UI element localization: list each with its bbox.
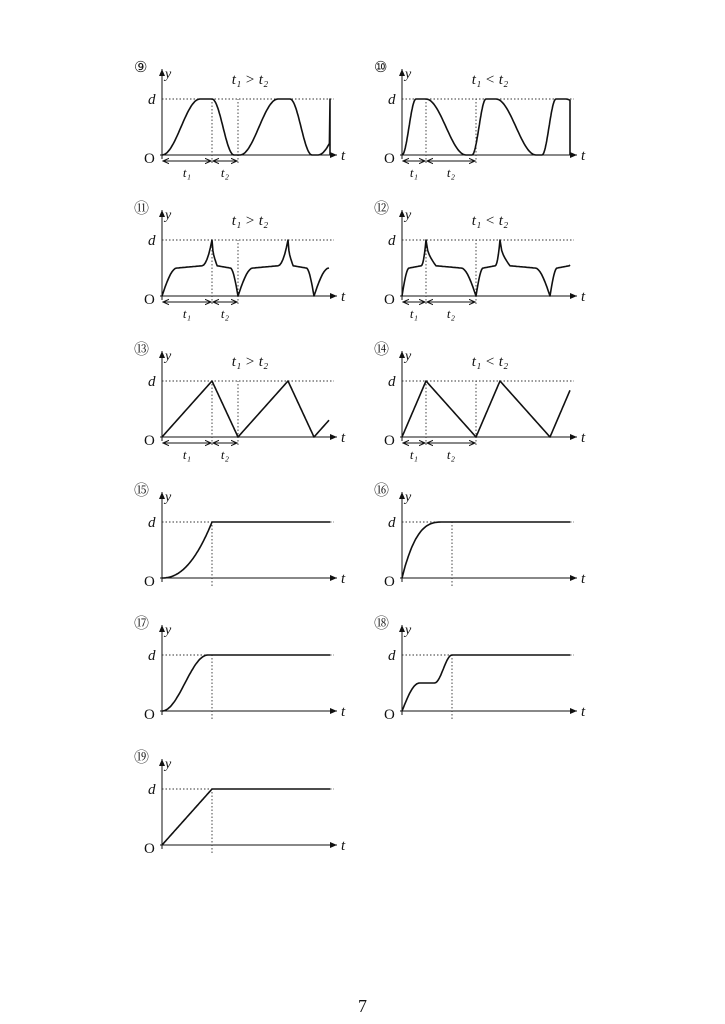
level-d-label: d	[388, 648, 396, 664]
y-axis-label: y	[405, 67, 412, 82]
t-axis-label: t	[341, 430, 346, 446]
level-d-label: d	[148, 233, 156, 249]
displacement-curve	[402, 240, 570, 296]
interval-t2-label: t₂	[220, 447, 230, 462]
panel-13	[134, 341, 346, 462]
panel-number: ⑬	[134, 342, 150, 358]
level-d-label: d	[148, 648, 156, 664]
panel-number: ⑯	[374, 483, 390, 499]
panel-number: ⑮	[134, 483, 150, 499]
panel-18	[374, 615, 586, 723]
panel-19	[134, 749, 346, 857]
displacement-curve	[162, 655, 330, 711]
panel-11	[134, 200, 346, 321]
y-axis-label: y	[165, 623, 172, 638]
y-axis-label: y	[405, 349, 412, 364]
level-d-label: d	[388, 233, 396, 249]
origin-label: O	[384, 151, 395, 167]
displacement-curve	[402, 522, 570, 578]
panel-number: ⑰	[134, 616, 150, 632]
y-axis-label: y	[405, 623, 412, 638]
y-axis-label: y	[165, 67, 172, 82]
level-d-label: d	[148, 782, 156, 798]
condition-label: t₁ < t₂	[471, 213, 509, 229]
interval-t2-label: t₂	[446, 165, 456, 180]
interval-t1-label: t₁	[409, 306, 419, 321]
panel-number: ⑲	[134, 750, 150, 766]
panel-16	[374, 482, 586, 590]
panel-9	[134, 60, 346, 180]
page-number: 7	[358, 996, 367, 1016]
origin-label: O	[384, 707, 395, 723]
panel-number: ⑨	[134, 60, 148, 76]
level-d-label: d	[388, 374, 396, 390]
y-axis-label: y	[165, 208, 172, 223]
displacement-curve	[402, 655, 570, 711]
interval-t1-label: t₁	[182, 306, 192, 321]
level-d-label: d	[148, 374, 156, 390]
t-axis-label: t	[341, 704, 346, 720]
panel-number: ⑪	[134, 201, 150, 217]
interval-t1-label: t₁	[182, 447, 192, 462]
t-axis-label: t	[341, 838, 346, 854]
interval-t1-label: t₁	[409, 165, 419, 180]
condition-label: t₁ < t₂	[471, 72, 509, 88]
level-d-label: d	[148, 92, 156, 108]
y-axis-label: y	[405, 490, 412, 505]
displacement-curve	[402, 381, 570, 437]
displacement-curve	[162, 789, 330, 845]
panel-15	[134, 482, 346, 590]
origin-label: O	[144, 292, 155, 308]
interval-t2-label: t₂	[220, 306, 230, 321]
origin-label: O	[144, 574, 155, 590]
interval-t1-label: t₁	[182, 165, 192, 180]
panel-17	[134, 615, 346, 723]
interval-t2-label: t₂	[220, 165, 230, 180]
displacement-curve	[162, 381, 329, 437]
panel-number: ⑩	[374, 60, 388, 76]
t-axis-label: t	[581, 148, 586, 164]
y-axis-label: y	[165, 757, 172, 772]
level-d-label: d	[388, 92, 396, 108]
origin-label: O	[144, 151, 155, 167]
level-d-label: d	[388, 515, 396, 531]
y-axis-label: y	[165, 490, 172, 505]
panel-number: ⑭	[374, 342, 390, 358]
condition-label: t₁ > t₂	[231, 213, 269, 229]
condition-label: t₁ > t₂	[231, 354, 269, 370]
t-axis-label: t	[341, 571, 346, 587]
panel-10	[374, 60, 586, 180]
level-d-label: d	[148, 515, 156, 531]
displacement-curve	[162, 240, 329, 296]
panel-12	[374, 200, 586, 321]
displacement-curve	[402, 99, 570, 155]
panel-number: ⑱	[374, 616, 390, 632]
origin-label: O	[384, 574, 395, 590]
origin-label: O	[144, 707, 155, 723]
y-axis-label: y	[405, 208, 412, 223]
t-axis-label: t	[581, 704, 586, 720]
displacement-curve	[162, 522, 330, 578]
t-axis-label: t	[581, 289, 586, 305]
origin-label: O	[384, 292, 395, 308]
t-axis-label: t	[341, 148, 346, 164]
panel-14	[374, 341, 586, 462]
t-axis-label: t	[581, 571, 586, 587]
interval-t2-label: t₂	[446, 306, 456, 321]
t-axis-label: t	[341, 289, 346, 305]
interval-t2-label: t₂	[446, 447, 456, 462]
condition-label: t₁ < t₂	[471, 354, 509, 370]
t-axis-label: t	[581, 430, 586, 446]
interval-t1-label: t₁	[409, 447, 419, 462]
displacement-curve	[162, 99, 330, 155]
y-axis-label: y	[165, 349, 172, 364]
origin-label: O	[144, 433, 155, 449]
condition-label: t₁ > t₂	[231, 72, 269, 88]
origin-label: O	[384, 433, 395, 449]
origin-label: O	[144, 841, 155, 857]
panel-number: ⑫	[374, 201, 390, 217]
